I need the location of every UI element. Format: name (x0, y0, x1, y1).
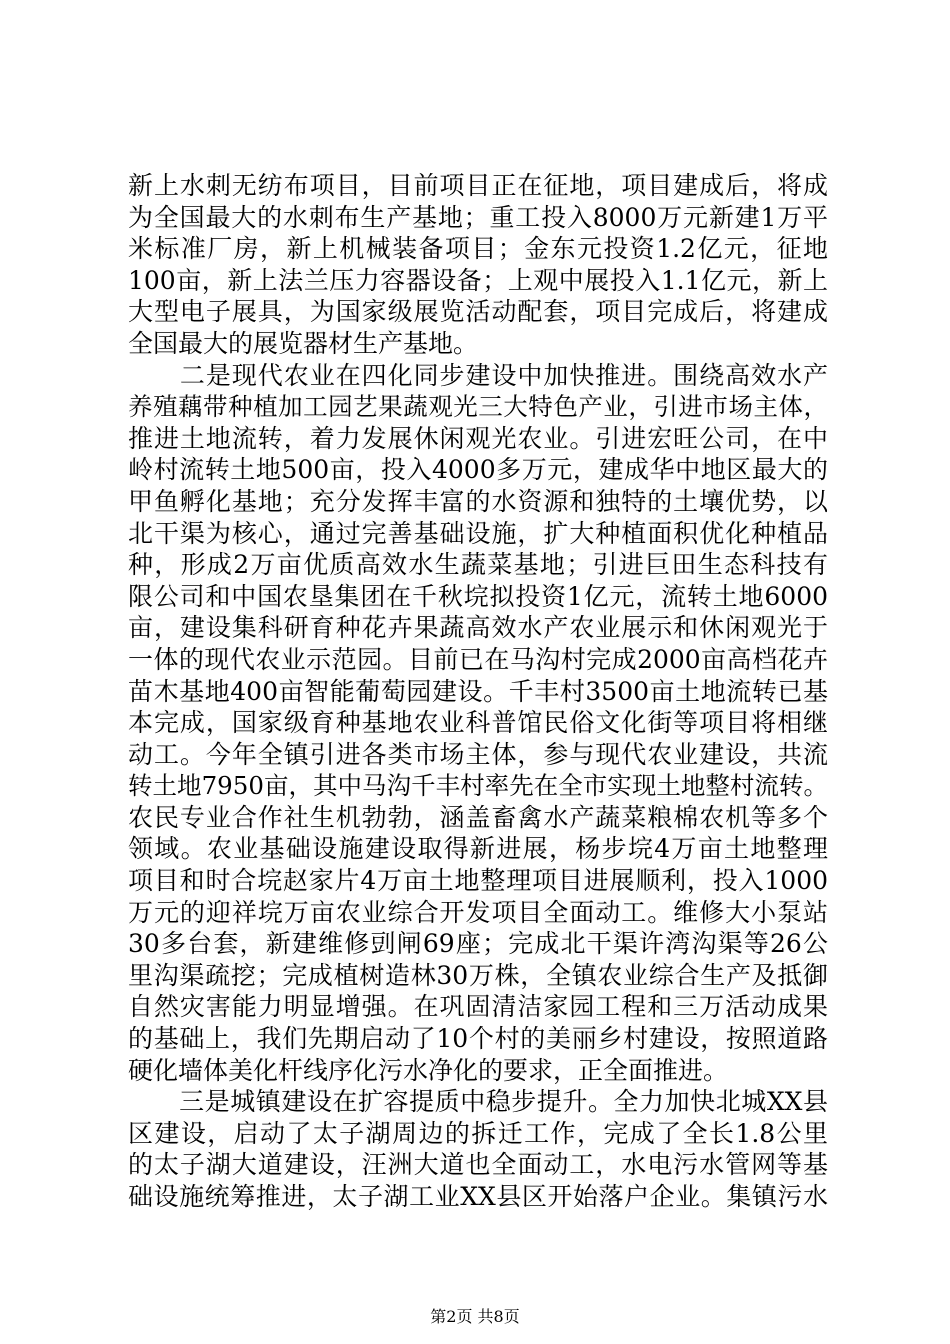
text-line: 硬化墙体美化杆线序化污水净化的要求，正全面推进。 (128, 1055, 729, 1085)
text-line: 一体的现代农业示范园。目前已在马沟村完成2000亩高档花卉 (128, 644, 828, 674)
text-line: 甲鱼孵化基地；充分发挥丰富的水资源和独特的土壤优势，以 (128, 486, 828, 516)
text-line: 大型电子展具，为国家级展览活动配套，项目完成后，将建成 (128, 297, 828, 327)
text-line: 为全国最大的水刺布生产基地；重工投入8000万元新建1万平 (128, 202, 828, 232)
text-line: 万元的迎祥垸万亩农业综合开发项目全面动工。维修大小泵站 (128, 897, 828, 927)
text-line: 里沟渠疏挖；完成植树造林30万株，全镇农业综合生产及抵御 (128, 960, 828, 990)
text-line: 的太子湖大道建设，汪洲大道也全面动工，水电污水管网等基 (128, 1150, 828, 1180)
text-line: 三是城镇建设在扩容提质中稳步提升。全力加快北城XX县 (128, 1087, 828, 1117)
page-footer: 第2页 共8页 (430, 1307, 520, 1326)
text-line: 亩，建设集科研育种花卉果蔬高效水产农业展示和休闲观光于 (128, 613, 828, 643)
text-line: 本完成，国家级育种基地农业科普馆民俗文化街等项目将相继 (128, 708, 828, 738)
text-line: 项目和时合垸赵家片4万亩土地整理项目进展顺利，投入1000 (128, 866, 828, 896)
text-line: 养殖藕带种植加工园艺果蔬观光三大特色产业，引进市场主体， (128, 392, 828, 422)
text-line: 的基础上，我们先期启动了10个村的美丽乡村建设，按照道路 (128, 1024, 828, 1054)
text-line: 础设施统筹推进，太子湖工业XX县区开始落户企业。集镇污水 (128, 1182, 828, 1211)
text-line: 区建设，启动了太子湖周边的拆迁工作，完成了全长1.8公里 (128, 1118, 828, 1148)
text-line: 种，形成2万亩优质高效水生蔬菜基地；引进巨田生态科技有 (128, 550, 828, 580)
text-line: 米标准厂房，新上机械装备项目；金东元投资1.2亿元，征地 (128, 234, 828, 264)
text-line: 农民专业合作社生机勃勃，涵盖畜禽水产蔬菜粮棉农机等多个 (128, 802, 828, 832)
text-line: 100亩，新上法兰压力容器设备；上观中展投入1.1亿元，新上 (128, 265, 828, 295)
text-line: 全国最大的展览器材生产基地。 (128, 328, 479, 358)
text-line: 苗木基地400亩智能葡萄园建设。千丰村3500亩土地流转已基 (128, 676, 828, 706)
text-line: 限公司和中国农垦集团在千秋垸拟投资1亿元，流转土地6000 (128, 581, 828, 611)
text-line: 领域。农业基础设施建设取得新进展，杨步垸4万亩土地整理 (128, 834, 828, 864)
text-line: 岭村流转土地500亩，投入4000多万元，建成华中地区最大的 (128, 455, 828, 485)
document-body (128, 170, 828, 1213)
text-line: 二是现代农业在四化同步建设中加快推进。围绕高效水产 (128, 360, 828, 390)
text-line: 自然灾害能力明显增强。在巩固清洁家园工程和三万活动成果 (128, 992, 828, 1022)
text-line: 北干渠为核心，通过完善基础设施，扩大种植面积优化种植品 (128, 518, 828, 548)
text-line: 30多台套，新建维修剅闸69座；完成北干渠许湾沟渠等26公 (128, 929, 828, 959)
text-line: 转土地7950亩，其中马沟千丰村率先在全市实现土地整村流转。 (128, 771, 828, 801)
text-line: 新上水刺无纺布项目，目前项目正在征地，项目建成后，将成 (128, 171, 828, 200)
text-line: 动工。今年全镇引进各类市场主体，参与现代农业建设，共流 (128, 739, 828, 769)
text-line: 推进土地流转，着力发展休闲观光农业。引进宏旺公司，在中 (128, 423, 828, 453)
